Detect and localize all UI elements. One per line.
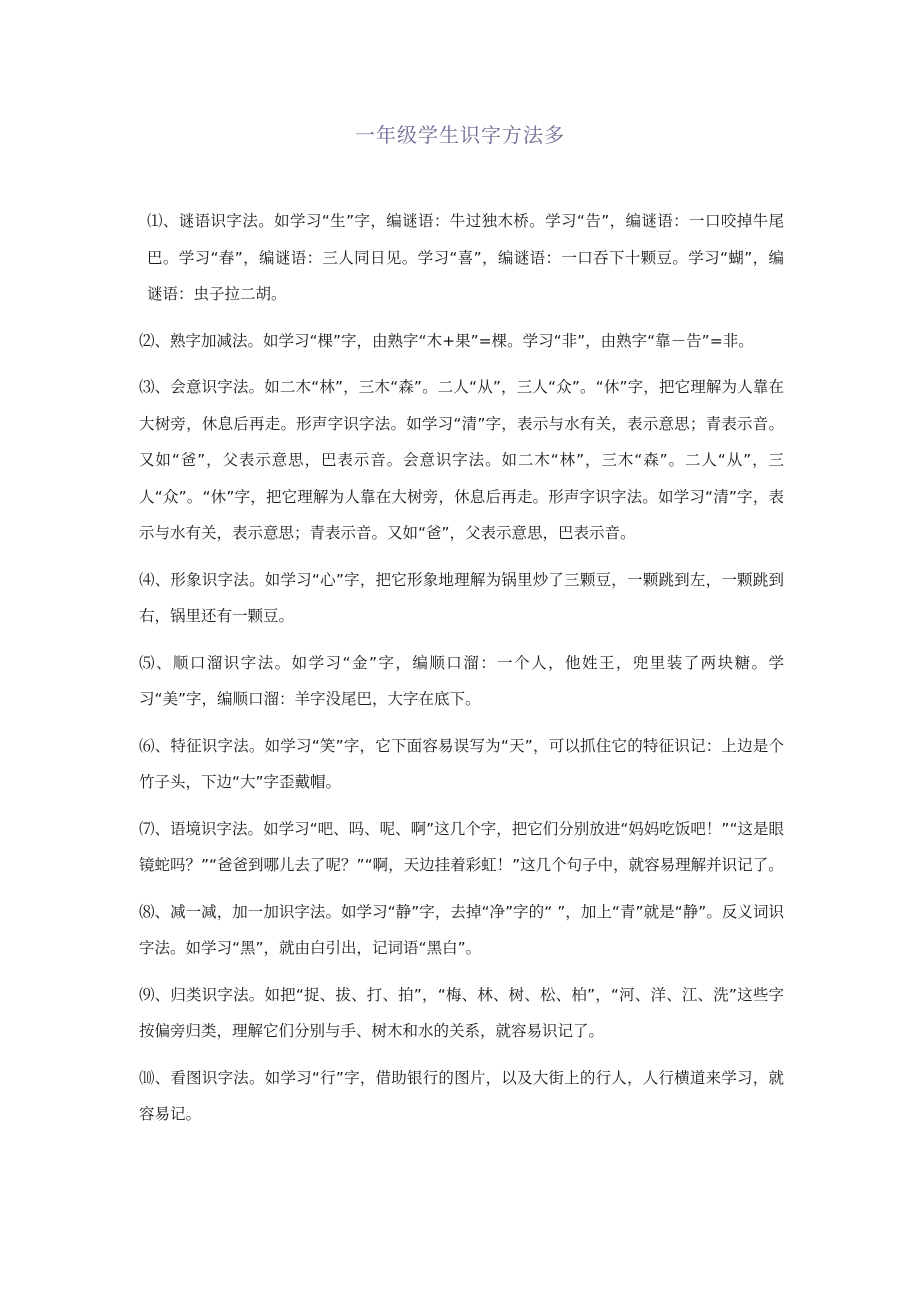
- paragraph-riddle-method: ⑴、谜语识字法。如学习“生”字，编谜语：牛过独木桥。学习“告”，编谜语：一口咬掉牛尾巴。学习“春”，编谜语：三人同日见。学习“喜”，编谜语：一口吞下十颗豆。学习“蝴”，编谜语：虫子拉二胡。: [147, 212, 784, 303]
- page-title: 一年级学生识字方法多: [355, 123, 565, 147]
- paragraph-context-method: ⑺、语境识字法。如学习“吧、吗、呢、啊”这几个字，把它们分别放进“妈妈吃饭吧！”“这是眼镜蛇吗？”“爸爸到哪儿去了呢？”“啊，天边挂着彩虹！”这几个句子中，就容易理解并识记了。: [139, 819, 784, 874]
- paragraph-image-method: ⑷、形象识字法。如学习“心”字，把它形象地理解为锅里炒了三颗豆，一颗跳到左，一颗跳到右，锅里还有一颗豆。: [139, 570, 784, 625]
- paragraph-picture-method: ⑽、看图识字法。如学习“行”字，借助银行的图片，以及大街上的行人，人行横道来学习，就容易记。: [139, 1068, 784, 1123]
- paragraph-category-method: ⑼、归类识字法。如把“捉、拔、打、拍”，“梅、林、树、松、柏”，“河、洋、江、洗”这些字按偏旁归类，理解它们分别与手、树木和水的关系，就容易识记了。: [139, 985, 784, 1040]
- paragraph-rhyme-method: ⑸、顺口溜识字法。如学习“金”字，编顺口溜：一个人，他姓王，兜里装了两块糖。学习“美”字，编顺口溜：羊字没尾巴，大字在底下。: [139, 653, 784, 708]
- document-body: [139, 203, 784, 1143]
- paragraph-ideogram-method: ⑶、会意识字法。如二木“林”，三木“森”。二人“从”，三人“众”。“休”字，把它理解为人靠在大树旁，休息后再走。形声字识字法。如学习“清”字，表示与水有关，表示意思；青表示音。又如“爸”，父表示意思，巴表示音。会意识字法。如二木“林”，三木“森”。二人“从”，三人“众”。“休”字，把它理解为人靠在大树旁，休息后再走。形声字识字法。如学习“清”字，表示与水有关，表示意思；青表示音。又如“爸”，父表示意思，巴表示音。: [139, 378, 784, 542]
- paragraph-feature-method: ⑹、特征识字法。如学习“笑”字，它下面容易误写为“天”，可以抓住它的特征识记：上边是个竹子头，下边“大”字歪戴帽。: [139, 736, 784, 791]
- paragraph-subtract-add-method: ⑻、减一减，加一加识字法。如学习“静”字，去掉“净”字的“ ”，加上“青”就是“静”。反义词识字法。如学习“黑”，就由白引出，记词语“黑白”。: [139, 902, 784, 957]
- paragraph-add-subtract-method: ⑵、熟字加减法。如学习“棵”字，由熟字“木+果”=棵。学习“非”，由熟字“靠－告”=非。: [139, 331, 754, 350]
